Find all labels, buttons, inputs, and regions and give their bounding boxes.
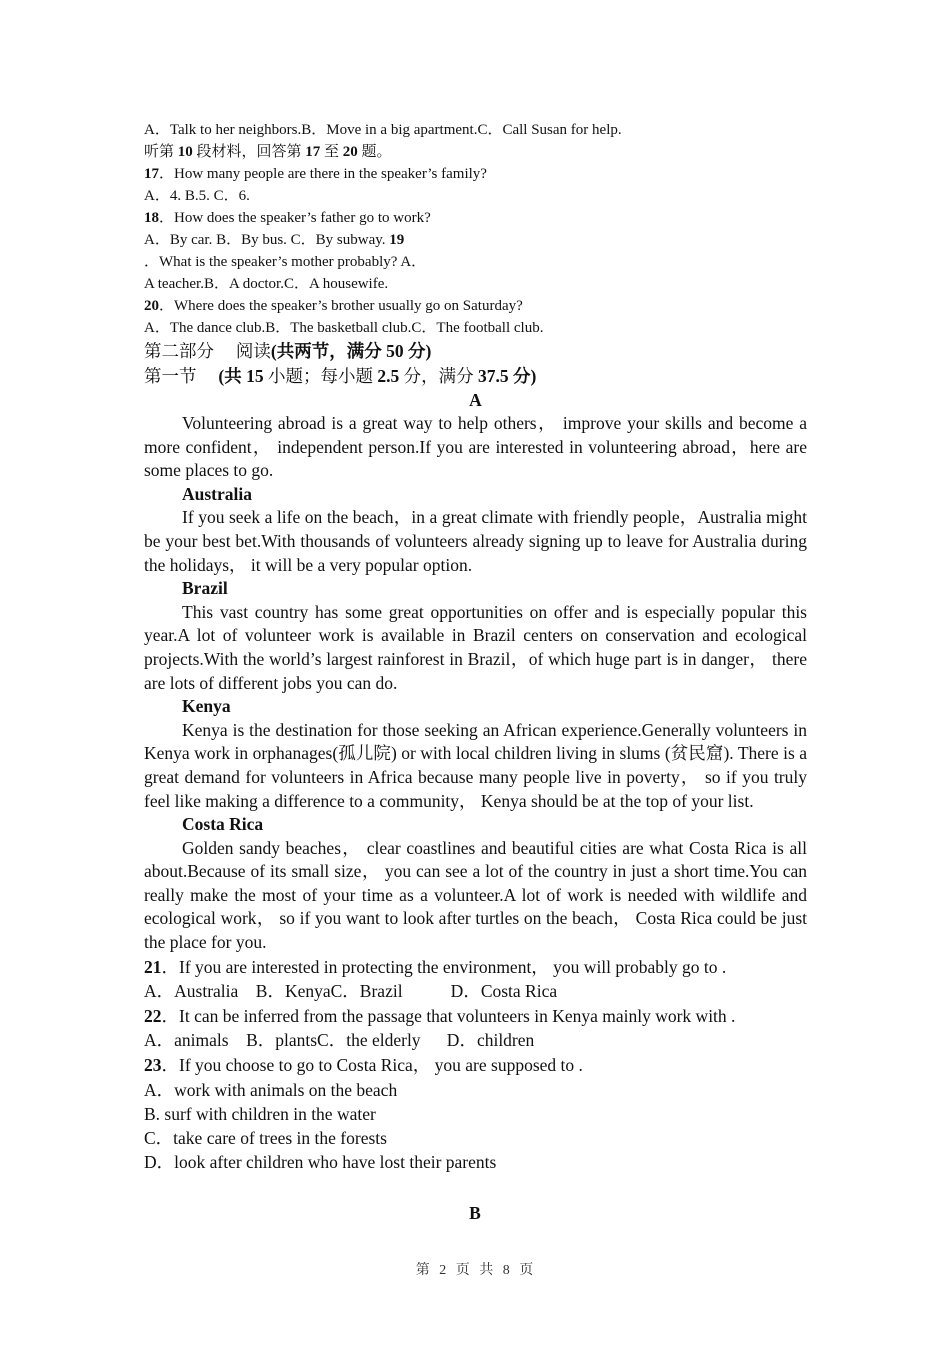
question-21: 21．If you are interested in protecting the environment， you will probably go to . xyxy=(144,956,727,977)
place-heading-kenya: Kenya xyxy=(182,696,231,717)
question-18-options: A．By car. B．By bus. C．By subway. 19 xyxy=(144,232,405,248)
place-text-kenya: Kenya is the destination for those seeking an African experience.Generally volunteers in Kenya work in orphanages(孤儿院) or with local children living in slums (贫民窟). There is a great demand for volunteers in Africa because many people live in poverty， so if you truly feel like making a difference to a community， Kenya should be at the top of your list. xyxy=(144,719,807,811)
place-heading-australia: Australia xyxy=(182,483,252,504)
question-22-options: A．animals B．plantsC．the elderly D．children xyxy=(144,1030,535,1051)
passage-a-label: A xyxy=(469,390,482,410)
question-18: 18．How does the speaker’s father go to work? xyxy=(144,210,431,226)
page-indicator: 第 2 页 共 8 页 xyxy=(415,1263,535,1278)
question-23-option-c: C．take care of trees in the forests xyxy=(144,1127,387,1148)
place-text-costa-rica: Golden sandy beaches， clear coastlines and beautiful cities are what Costa Rica is all about.Because of its small size， you can see a lot of the country in just a short time.You can really make the most of your time as a volunteer.A lot of work is needed with wildlife and ecological work， so if you want to look after turtles on the beach， Costa Rica could be just the place for you. xyxy=(144,837,807,953)
question-20-options: A．The dance club.B．The basketball club.C．The football club. xyxy=(144,320,544,336)
part-two-title: 第二部分 阅读(共两节，满分 50 分) xyxy=(144,341,432,361)
question-21-options: A．Australia B．KenyaC．Brazil D．Costa Rica xyxy=(144,981,558,1002)
question-23-option-a: A．work with animals on the beach xyxy=(144,1079,398,1100)
place-text-australia: If you seek a life on the beach，in a great climate with friendly people，Australia might be your best bet.With thousands of volunteers already signing up to leave for Australia during the holidays， it will be a very popular option. xyxy=(144,507,807,575)
question-23-option-b: B. surf with children in the water xyxy=(144,1103,376,1124)
listening-instruction: 听第 10 段材料，回答第 17 至 20 题。 xyxy=(144,144,392,160)
exam-page-content xyxy=(144,119,807,1174)
passage-b-label: B xyxy=(469,1203,481,1223)
question-22: 22．It can be inferred from the passage that volunteers in Kenya mainly work with . xyxy=(144,1005,736,1026)
question-19: ．What is the speaker’s mother probably? A． xyxy=(144,254,427,270)
question-23-option-d: D．look after children who have lost their parents xyxy=(144,1151,497,1172)
question-17: 17．How many people are there in the speaker’s family? xyxy=(144,166,487,182)
place-text-brazil: This vast country has some great opportunities on offer and is especially popular this year.A lot of volunteer work is available in Brazil centers on conservation and ecological projects.With the world’s largest rainforest in Brazil，of which huge part is in danger， there are lots of different jobs you can do. xyxy=(144,601,807,693)
question-19-options: A teacher.B．A doctor.C．A housewife. xyxy=(144,276,389,292)
question-17-options: A．4. B.5. C．6. xyxy=(144,188,250,204)
place-heading-brazil: Brazil xyxy=(182,578,228,599)
q16-options: A．Talk to her neighbors.B．Move in a big apartment.C．Call Susan for help. xyxy=(144,122,622,138)
question-20: 20．Where does the speaker’s brother usually go on Saturday? xyxy=(144,298,523,314)
question-23: 23．If you choose to go to Costa Rica， you are supposed to . xyxy=(144,1055,583,1076)
passage-intro: Volunteering abroad is a great way to help others， improve your skills and become a more confident， independent person.If you are interested in volunteering abroad，here are some places to go. xyxy=(144,413,807,481)
place-heading-costa-rica: Costa Rica xyxy=(182,814,264,835)
section-one-title: 第一节 (共 15 小题；每小题 2.5 分，满分 37.5 分) xyxy=(144,366,537,386)
